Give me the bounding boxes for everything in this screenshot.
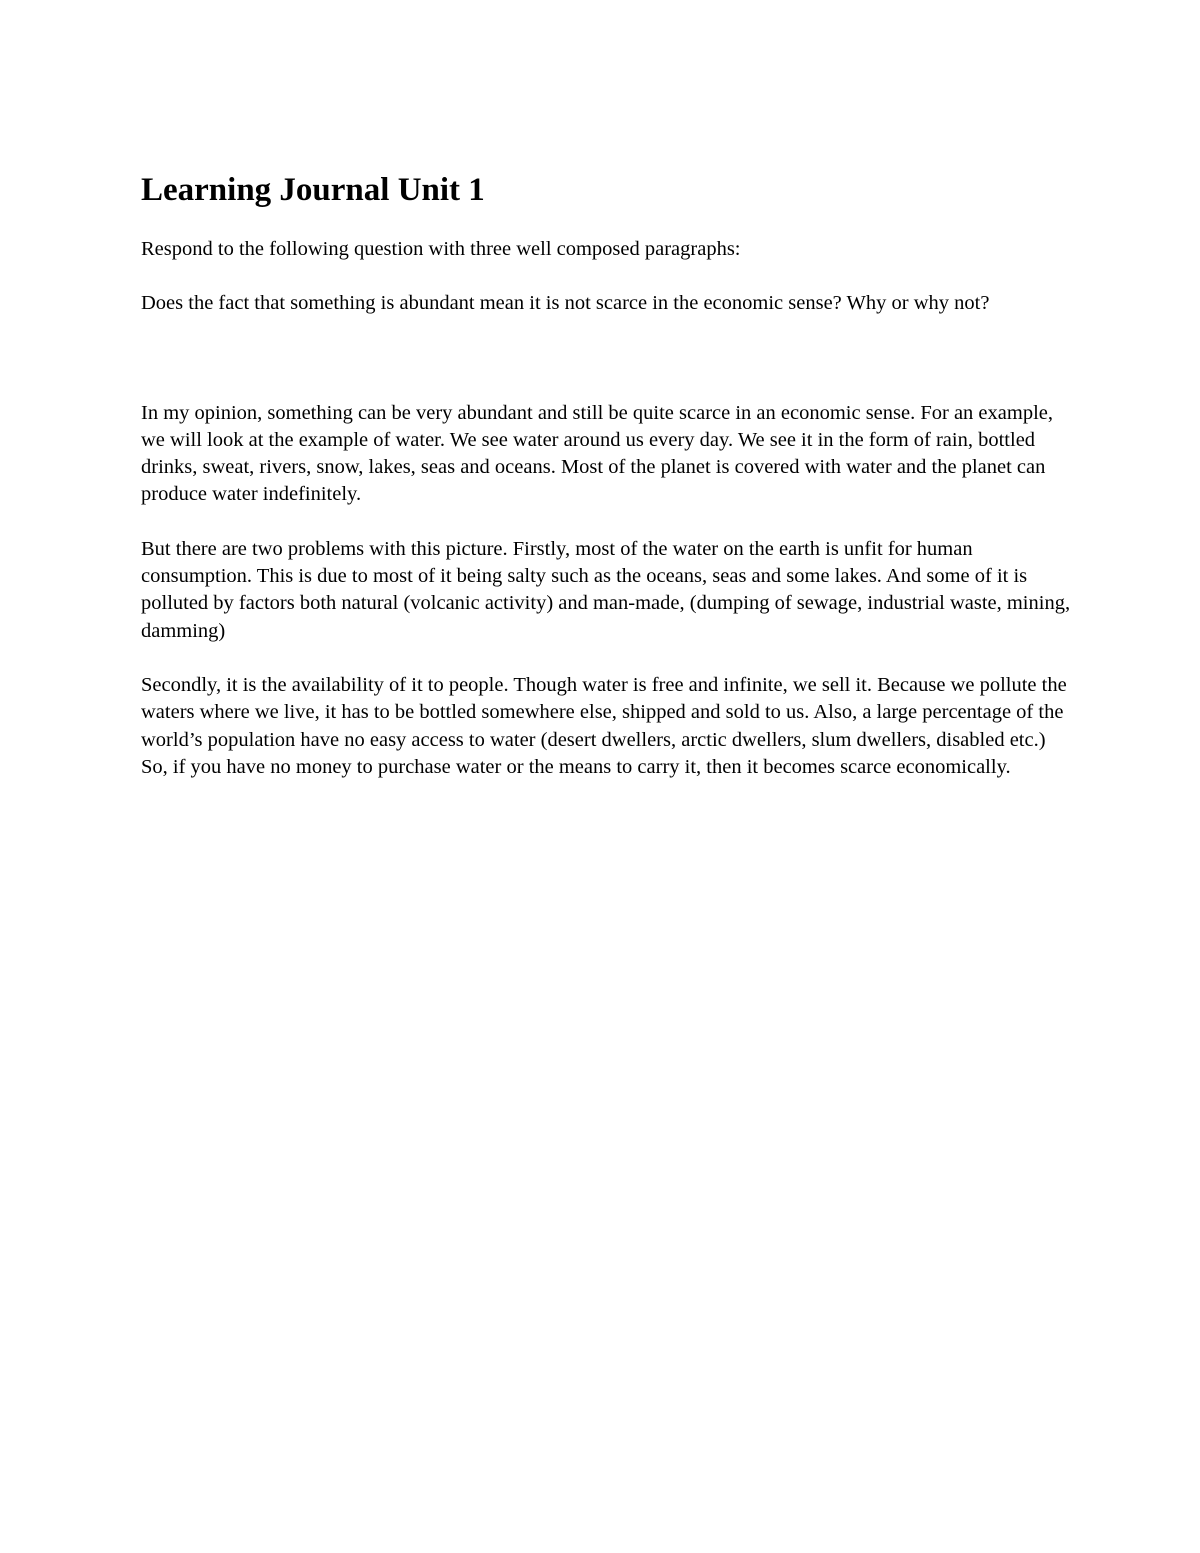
document-title: Learning Journal Unit 1 bbox=[141, 172, 485, 208]
assignment-question: Does the fact that something is abundant mean it is not scarce in the economic sense? Why or why not? bbox=[141, 292, 990, 315]
assignment-prompt: Respond to the following question with three well composed paragraphs: bbox=[141, 238, 741, 260]
answer-paragraph-3: Secondly, it is the availability of it to people. Though water is free and infinite, we sell it. Because we pollute the waters where we live, it has to be bottled somewhere else, shipped and sold to us. Also, a large percentage of the world’s population have no easy access to water (desert dwellers, arctic dwellers, slum dwellers, disabled etc.) So, if you have no money to purchase water or the means to carry it, then it becomes scarce economically. bbox=[141, 673, 1067, 778]
document-body bbox=[141, 168, 1071, 781]
answer-paragraph-1: In my opinion, something can be very abundant and still be quite scarce in an economic sense. For an example, we will look at the example of water. We see water around us every day. We see it in the form of rain, bottled drinks, sweat, rivers, snow, lakes, seas and oceans. Most of the planet is covered with water and the planet can produce water indefinitely. bbox=[141, 401, 1053, 506]
answer-paragraph-2: But there are two problems with this picture. Firstly, most of the water on the earth is unfit for human consumption. This is due to most of it being salty such as the oceans, seas and some lakes. And some of it is polluted by factors both natural (volcanic activity) and man-made, (dumping of sewage, industrial waste, mining, damming) bbox=[141, 537, 1071, 642]
